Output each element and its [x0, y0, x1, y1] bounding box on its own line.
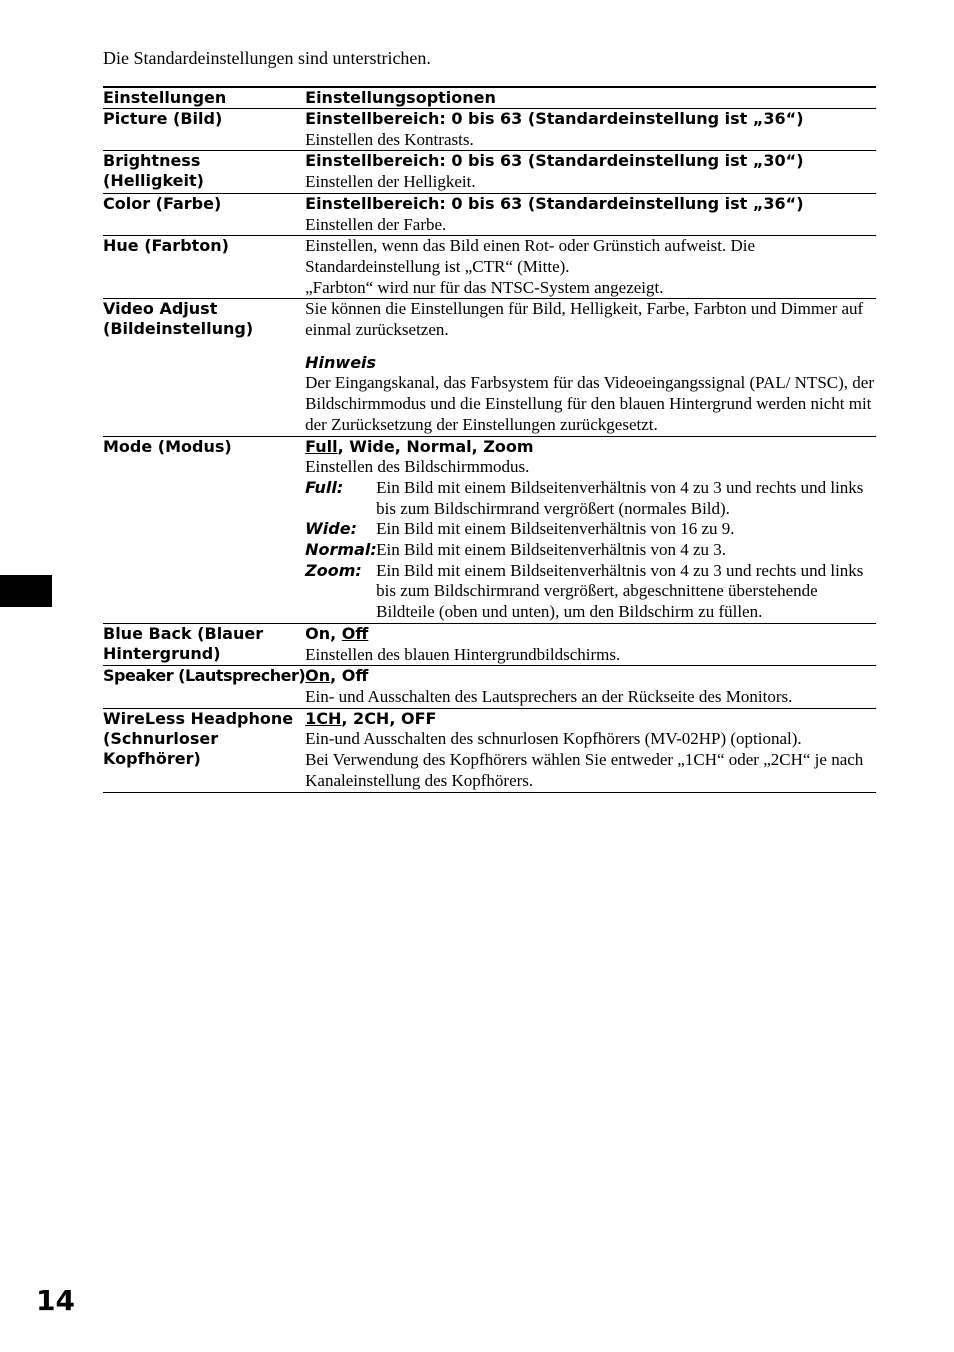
setting-name [103, 299, 305, 436]
other-options: On, [305, 623, 342, 643]
mode-term: Normal: [305, 540, 377, 560]
setting-name: Mode (Modus) [103, 436, 232, 456]
setting-text: Einstellen des Bildschirmmodus. [305, 457, 530, 477]
setting-name: Color (Farbe) [103, 193, 222, 213]
setting-description [305, 666, 876, 708]
setting-options: Einstellbereich: 0 bis 63 (Standardeinstellung ist „30“) [305, 151, 804, 171]
table-row-hue [103, 236, 876, 299]
setting-options: Einstellbereich: 0 bis 63 (Standardeinstellung ist „36“) [305, 193, 804, 213]
default-option: On [305, 666, 331, 686]
mode-text: Ein Bild mit einem Bildseitenverhältnis von 4 zu 3. [376, 540, 727, 560]
mode-text: Ein Bild mit einem Bildseitenverhältnis von 4 zu 3 und rechts und links bis zum Bildschirmrand vergrößert (normales Bild). [376, 477, 864, 518]
mode-term: Full: [305, 477, 344, 497]
mode-text: Ein Bild mit einem Bildseitenverhältnis von 4 zu 3 und rechts und links bis zum Bildschirmrand vergrößert, abgeschnittene überstehende Bildteile (oben und unten), um den Bildschirm zu füllen. [376, 560, 864, 622]
setting-text: Einstellen des blauen Hintergrundbildschirms. [305, 644, 621, 664]
mode-item-wide [305, 519, 876, 540]
setting-text: Einstellen, wenn das Bild einen Rot- oder Grünstich aufweist. Die Standardeinstellung ist „CTR“ (Mitte). [305, 236, 756, 276]
table-row-picture [103, 109, 876, 151]
setting-text: Sie können die Einstellungen für Bild, Helligkeit, Farbe, Farbton und Dimmer auf einmal zurücksetzen. [305, 299, 864, 340]
setting-description [305, 623, 876, 665]
setting-description [305, 299, 876, 436]
intro-text: Die Standardeinstellungen sind unterstrichen. [103, 48, 431, 68]
table-row-blue-back [103, 623, 876, 665]
setting-description [305, 151, 876, 193]
setting-name-line: Video Adjust [103, 299, 218, 319]
other-options: , Off [330, 666, 369, 686]
setting-name-line: (Schnurloser [103, 728, 219, 748]
page-number: 14 [36, 1284, 75, 1317]
table-row-brightness [103, 151, 876, 193]
mode-text: Ein Bild mit einem Bildseitenverhältnis von 16 zu 9. [376, 519, 735, 539]
header-settings: Einstellungen [103, 88, 227, 107]
mode-item-normal [305, 540, 876, 561]
setting-text: Einstellen der Farbe. [305, 214, 447, 234]
setting-note: Bei Verwendung des Kopfhörers wählen Sie entweder „1CH“ oder „2CH“ je nach Kanaleinstellung des Kopfhörers. [305, 750, 864, 790]
setting-text: Ein- und Ausschalten des Lautsprechers an der Rückseite des Monitors. [305, 686, 793, 706]
setting-name: Speaker (Lautsprecher) [103, 666, 306, 686]
table-row-color [103, 193, 876, 235]
setting-description [305, 109, 876, 151]
setting-options: Einstellbereich: 0 bis 63 (Standardeinstellung ist „36“) [305, 109, 804, 128]
setting-options [305, 437, 876, 458]
mode-term: Wide: [305, 519, 357, 539]
table-row-mode [103, 436, 876, 623]
setting-name: Hue (Farbton) [103, 236, 229, 256]
mode-term: Zoom: [305, 560, 362, 580]
setting-description [305, 236, 876, 299]
setting-name-line: Hintergrund) [103, 643, 221, 663]
setting-description [305, 436, 876, 623]
setting-options [305, 624, 876, 645]
setting-options [305, 709, 876, 730]
setting-note: „Farbton“ wird nur für das NTSC-System angezeigt. [305, 277, 664, 297]
default-option: Off [341, 623, 369, 643]
setting-description [305, 193, 876, 235]
setting-description [305, 708, 876, 792]
setting-name [103, 151, 305, 193]
setting-text: Ein-und Ausschalten des schnurlosen Kopfhörers (MV-02HP) (optional). [305, 729, 802, 749]
default-option: 1CH [305, 708, 342, 728]
setting-name-line: WireLess Headphone [103, 708, 294, 728]
setting-text: Einstellen der Helligkeit. [305, 172, 476, 192]
setting-name-line: Brightness [103, 151, 201, 171]
table-header-row [103, 87, 876, 109]
setting-name [103, 708, 305, 792]
mode-item-zoom [305, 561, 876, 623]
settings-table [103, 86, 876, 793]
setting-name: Picture (Bild) [103, 109, 223, 128]
setting-text: Einstellen des Kontrasts. [305, 129, 474, 149]
section-tab-marker [0, 575, 52, 607]
setting-name-line: Kopfhörer) [103, 748, 201, 768]
table-row-wireless-headphone [103, 708, 876, 792]
setting-name-line: (Bildeinstellung) [103, 319, 254, 339]
hinweis-title: Hinweis [305, 352, 377, 372]
default-option: Full [305, 436, 338, 456]
table-row-video-adjust [103, 299, 876, 436]
setting-name [103, 623, 305, 665]
other-options: , 2CH, OFF [341, 708, 437, 728]
table-row-speaker [103, 666, 876, 708]
setting-name-line: (Helligkeit) [103, 171, 204, 191]
other-options: , Wide, Normal, Zoom [337, 436, 534, 456]
hinweis-text: Der Eingangskanal, das Farbsystem für das Videoeingangssignal (PAL/ NTSC), der Bildschirmmodus und die Einstellung für den blauen Hintergrund werden nicht mit der Zurücksetzung der Einstellungen zurückgesetzt. [305, 373, 875, 434]
setting-name-line: Blue Back (Blauer [103, 623, 264, 643]
setting-options [305, 666, 876, 687]
mode-item-full [305, 478, 876, 519]
header-options: Einstellungsoptionen [305, 88, 496, 107]
